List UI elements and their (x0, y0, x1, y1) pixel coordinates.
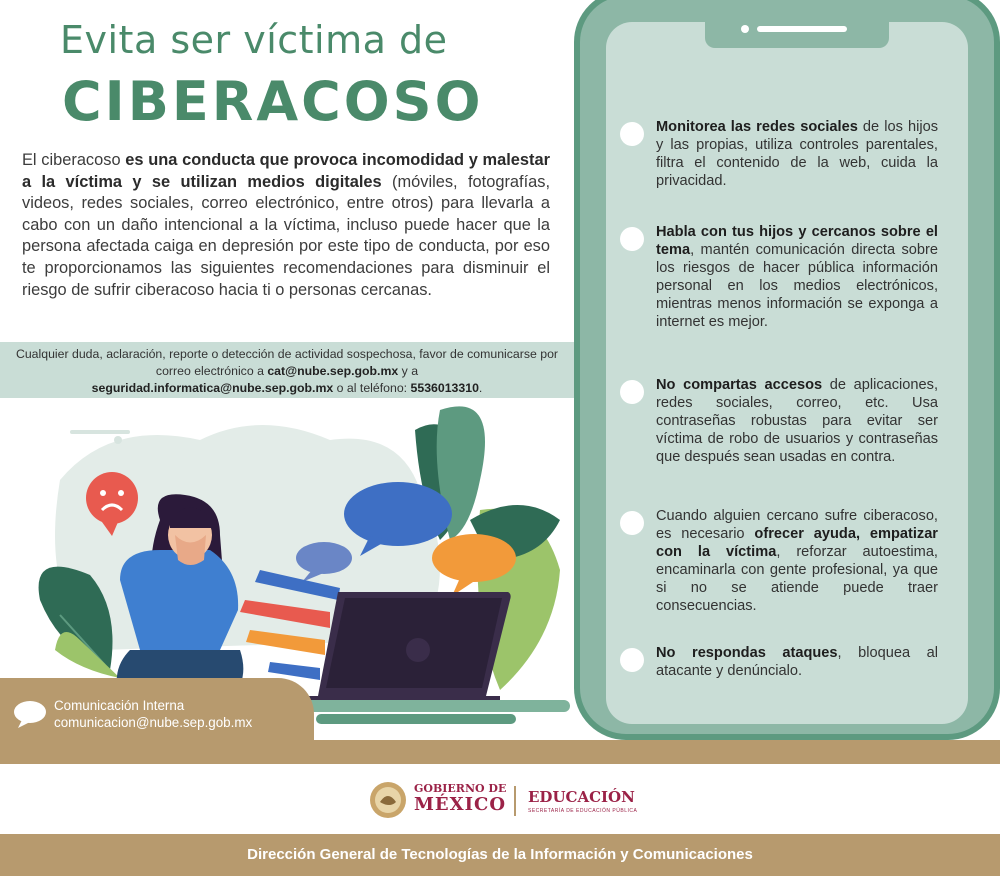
educacion-label: EDUCACIÓN (528, 788, 635, 806)
footer-bar: Dirección General de Tecnologías de la Información y Comunicaciones (0, 834, 1000, 876)
government-logos (368, 780, 638, 820)
tip-no-respond: No respondas ataques, bloquea al atacante y denúncialo. (620, 644, 940, 688)
title-line-2: CIBERACOSO (62, 70, 484, 133)
sep-sublabel: SECRETARÍA DE EDUCACIÓN PÚBLICA (528, 808, 638, 814)
mexico-seal-icon (368, 780, 408, 820)
bullet-icon (620, 648, 644, 672)
internal-communication-box (0, 678, 314, 740)
tip-monitor: Monitorea las redes sociales de los hijos y las propias, utiliza controles parentales, filtra el contenido de la web, cuida la privacidad. (620, 118, 940, 198)
internal-label: Comunicación Interna (54, 698, 185, 713)
bullet-icon (620, 380, 644, 404)
tip-talk: Habla con tus hijos y cercanos sobre el tema, mantén comunicación directa sobre los riesgos de hacer pública información personal en los medios electrónicos, mientras menos información se exponga a internet es mejor. (620, 223, 940, 353)
tip-help: Cuando alguien cercano sufre ciberacoso, es necesario ofrecer ayuda, empatizar con la víctima, reforzar autoestima, encaminarla con gente profesional, ya que si no se atiende puede traer consecuencias. (620, 507, 940, 617)
speech-bubble-orange (432, 534, 516, 582)
phone-number: 5536013310 (410, 381, 479, 395)
speaker-bar (757, 26, 847, 32)
title-line-1: Evita ser víctima de (60, 18, 448, 62)
speech-bubble-blue (344, 482, 452, 546)
tan-band (0, 740, 1000, 764)
logo-divider (514, 786, 516, 816)
bullet-icon (620, 511, 644, 535)
bullet-icon (620, 122, 644, 146)
mexico-label: MÉXICO (414, 794, 507, 815)
email-cat-link[interactable]: cat@nube.sep.gob.mx (267, 364, 399, 378)
camera-dot (741, 25, 749, 33)
contact-info-bar: Cualquier duda, aclaración, reporte o detección de actividad sospechosa, favor de comunicarse por correo electrónico a cat@nube.sep.gob.mx y a seguridad.informatica@nube.sep.gob.mx o al teléfono: 5536013310. (0, 342, 574, 398)
intro-paragraph: El ciberacoso es una conducta que provoca incomodidad y malestar a la víctima y se utilizan medios digitales (móviles, fotografías, videos, redes sociales, correo electrónico, entre otros) para llevarla a cabo con un daño intencional a la víctima, incluso puede hacer que la persona afectada caiga en depresión por este tipo de conducta, por eso te proporcionamos las siguientes recomendaciones para disminuir el riesgo de sufrir ciberacoso hacia ti o personas cercanas. (22, 151, 550, 299)
sad-face-icon (86, 472, 138, 524)
chat-bubble-icon (12, 700, 48, 728)
gobierno-de-label: GOBIERNO DE (414, 782, 507, 795)
tip-no-share: No compartas accesos de aplicaciones, redes sociales, correo, etc. Usa contraseñas robustas para evitar ser víctima de robo de usuarios y contraseñas que después sean usadas en contra. (620, 376, 940, 486)
bullet-icon (620, 227, 644, 251)
email-security-link[interactable]: seguridad.informatica@nube.sep.gob.mx (91, 381, 334, 395)
internal-email-link[interactable]: comunicacion@nube.sep.gob.mx (54, 715, 253, 730)
